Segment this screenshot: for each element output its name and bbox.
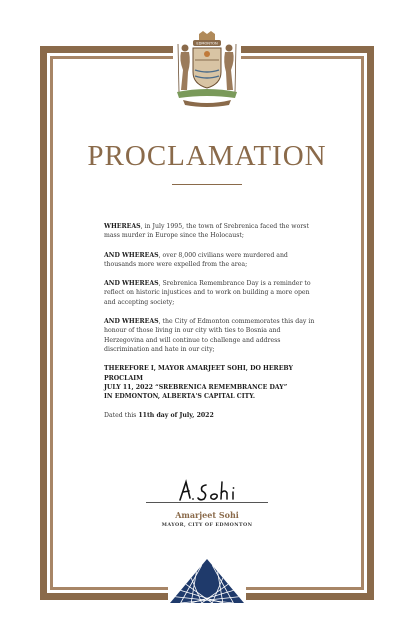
whereas-paragraph: AND WHEREAS, Srebrenica Remembrance Day is a reminder to reflect on historic injustices and to work on building a more open and accepting society; (104, 280, 311, 306)
whereas-paragraph: AND WHEREAS, the City of Edmonton commemorates this day in honour of those living in our city with ties to Bosnia and Herzegovina and will continue to challenge and address discrimination and hate in our city; (104, 318, 315, 353)
svg-text:EDMONTON: EDMONTON (196, 41, 218, 46)
signature-line (146, 502, 268, 503)
title-divider (172, 184, 242, 185)
signer-title: MAYOR, CITY OF EDMONTON (161, 522, 253, 528)
edmonton-pyramid-logo-icon (168, 557, 246, 605)
whereas-paragraph: WHEREAS, in July 1995, the town of Srebrenica faced the worst mass murder in Europe since the Holocaust; (104, 223, 309, 240)
whereas-paragraph: AND WHEREAS, over 8,000 civilians were murdered and thousands more were expelled from the area; (104, 251, 288, 268)
signer-name: Amarjeet Sohi (175, 510, 239, 520)
city-coat-of-arms-icon (173, 30, 241, 108)
dated-line: Dated this 11th day of July, 2022 (104, 412, 214, 420)
page-title: PROCLAMATION (87, 140, 327, 172)
proclamation-body (104, 222, 322, 431)
therefore-statement: THEREFORE I, MAYOR AMARJEET SOHI, DO HEREBY PROCLAIM JULY 11, 2022 “SREBRENICA REMEMBRANCE DAY” IN EDMONTON, ALBERTA'S CAPITAL CITY. (104, 365, 293, 401)
